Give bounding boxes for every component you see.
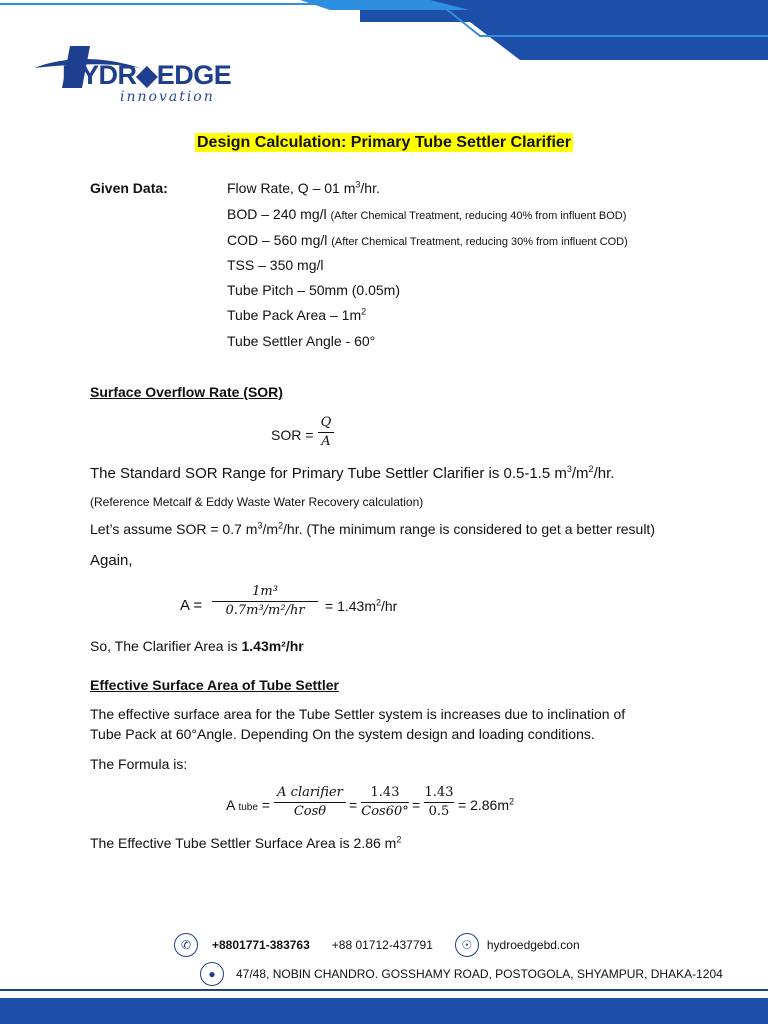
- sor-formula-lhs: SOR =: [271, 427, 314, 443]
- area-formula-result: = $1.43m^2/hr$: [325, 597, 398, 614]
- location-pin-icon: ●: [200, 962, 224, 986]
- tube-fraction-2: 1.43 Cos60°: [361, 785, 409, 819]
- tube-fraction-3: 1.43 0.5: [424, 785, 454, 819]
- given-angle: Tube Settler Angle - 60°: [227, 333, 376, 349]
- sor-reference: (Reference Metcalf & Eddy Waste Water Recovery calculation): [90, 495, 424, 509]
- footer-phone-2[interactable]: +88 01712-437791: [331, 938, 433, 952]
- sor-range: The Standard SOR Range for Primary Tube Settler Clarifier is 0.5-1.5 $m^3/m^2/hr$.: [90, 464, 615, 482]
- footer-address: 47/48, NOBIN CHANDRO. GOSSHAMY ROAD, POSTOGOLA, SHYAMPUR, DHAKA-1204: [236, 967, 723, 981]
- given-flow: Flow Rate, Q – 01 $m^3/hr$.: [227, 179, 380, 196]
- area-formula-lhs: A =: [180, 597, 203, 614]
- given-pitch: Tube Pitch – 50mm (0.05m): [227, 282, 400, 298]
- tube-equals-2: =: [412, 797, 421, 813]
- effective-final: The Effective Tube Settler Surface Area is 2.86 $m^2$: [90, 834, 402, 851]
- document-title: Design Calculation: Primary Tube Settler Clarifier: [196, 134, 572, 151]
- sor-again: Again,: [90, 552, 133, 569]
- tube-result: = $2.86m^2$: [458, 796, 514, 813]
- footer-address-row: [200, 962, 723, 986]
- globe-icon: ☉: [455, 933, 479, 957]
- clarifier-area-conclusion: So, The Clarifier Area is 1.43m²/hr: [90, 638, 304, 654]
- phone-icon: ✆: [174, 933, 198, 957]
- footer-decoration: [0, 984, 768, 1024]
- tube-equals-1: =: [349, 797, 358, 813]
- tube-formula-lhs: A tube =: [226, 797, 271, 813]
- sor-formula-fraction: Q A: [318, 414, 334, 451]
- footer-contact-row: [174, 933, 580, 957]
- sor-heading: Surface Overflow Rate (SOR): [90, 384, 283, 400]
- effective-heading: Effective Surface Area of Tube Settler: [90, 677, 339, 693]
- effective-paragraph-line1: The effective surface area for the Tube Settler system is increases due to inclination of: [90, 706, 626, 722]
- area-formula-fraction: 1m³ 0.7m³/m²/hr: [212, 583, 318, 620]
- formula-is-label: The Formula is:: [90, 756, 188, 772]
- footer-phone-1[interactable]: +8801771-383763: [212, 938, 310, 952]
- given-cod: COD – 560 mg/l (After Chemical Treatment, reducing 30% from influent COD): [227, 232, 628, 248]
- effective-paragraph-line2: Tube Pack at 60°Angle. Depending On the system design and loading conditions.: [90, 726, 595, 742]
- given-bod: BOD – 240 mg/l (After Chemical Treatment, reducing 40% from influent BOD): [227, 206, 627, 222]
- tube-fraction-1: A clarifier Cosθ: [274, 784, 346, 821]
- logo-tagline: innovation: [120, 89, 215, 105]
- logo-wordmark: HYDR◆EDGE: [62, 60, 232, 90]
- given-area: Tube Pack Area – $1m^2$: [227, 306, 367, 323]
- given-data-label: Given Data:: [90, 180, 168, 196]
- sor-assume: Let’s assume SOR = 0.7 $m^3/m^2/hr$. (The minimum range is considered to get a better result): [90, 520, 655, 537]
- given-tss: TSS – 350 mg/l: [227, 257, 324, 273]
- footer-website[interactable]: hydroedgebd.con: [486, 938, 580, 952]
